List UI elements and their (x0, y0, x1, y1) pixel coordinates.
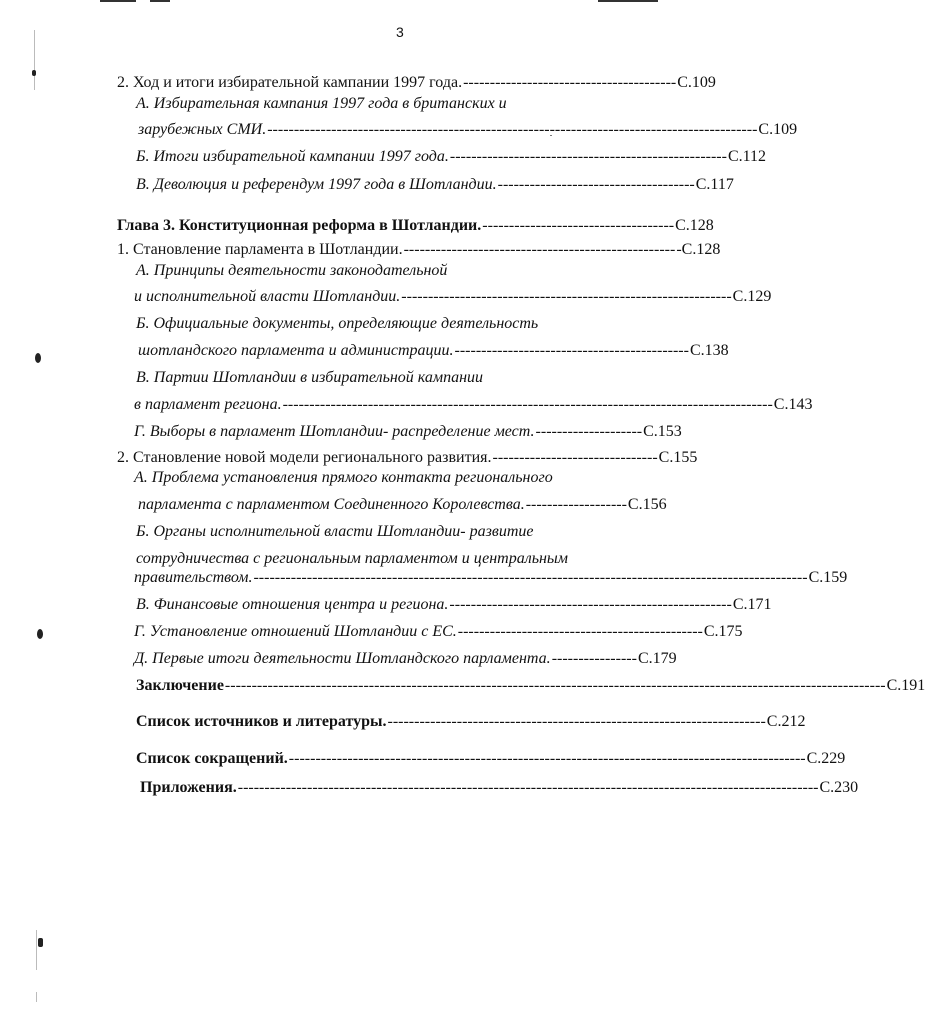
toc-page-ref: С.112 (727, 148, 767, 165)
toc-page-ref: С.229 (806, 750, 846, 767)
toc-entry-text: и исполнительной власти Шотландии. (134, 288, 401, 305)
toc-leader-dots: -------------------------------------------------------------------------------------------- (282, 396, 773, 413)
toc-leader-dots: -------------------- (535, 423, 643, 440)
scan-mark-4 (38, 938, 43, 947)
toc-entry-text: Б. Итоги избирательной кампании 1997 года. (136, 148, 449, 165)
toc-page-ref: С.175 (703, 623, 743, 640)
toc-subsection-a-principles-line2 (134, 288, 772, 306)
toc-entry-text: А. Проблема установления прямого контакта регионального (134, 469, 553, 486)
scan-mark-1 (32, 70, 36, 76)
toc-page-ref: С.117 (695, 176, 734, 193)
toc-subsection-b-results (136, 148, 767, 166)
toc-page-ref: -С.128 (676, 241, 721, 258)
toc-entry-text: 2. Становление новой модели регионального развития. (117, 449, 492, 466)
toc-page-ref: С.159 (808, 569, 848, 586)
toc-entry-text: в парламент региона. (134, 396, 282, 413)
toc-entry-text: В. Деволюция и референдум 1997 года в Шотландии. (136, 176, 497, 193)
toc-entry-text: сотрудничества с региональным парламентом и центральным (136, 550, 568, 567)
toc-leader-dots: ----------------------------------------------------- (449, 596, 732, 613)
toc-appendices (140, 779, 859, 797)
toc-section-1-parliament (117, 241, 721, 259)
toc-entry-text: Список источников и литературы. (136, 713, 387, 730)
toc-subsection-v-devolution (136, 176, 734, 194)
toc-entry-text: А. Принципы деятельности законодательной (136, 262, 448, 279)
toc-leader-dots: ---------------- (551, 650, 637, 667)
toc-entry-text: 1. Становление парламента в Шотландии. (117, 241, 403, 258)
toc-leader-dots: -------------------------------------------------------------------------------------------- (267, 121, 758, 138)
toc-entry-text: Заключение (136, 677, 224, 694)
toc-subsection-b-executive-line3 (134, 569, 848, 587)
toc-subsection-a-contact-line1 (134, 469, 553, 487)
toc-entry-text: шотландского парламента и администрации. (138, 342, 454, 359)
toc-subsection-g-elections (134, 423, 682, 441)
page-number: 3 (396, 24, 404, 40)
scan-margin-line-tiny (36, 992, 37, 1002)
toc-entry-text: Приложения. (140, 779, 237, 796)
toc-subsection-b-documents-line2 (138, 342, 729, 360)
toc-entry-text: А. Избирательная кампания 1997 года в британских и (136, 95, 507, 112)
toc-leader-dots: --------------------------------------------------- (403, 241, 676, 258)
toc-page-ref: С.171 (732, 596, 772, 613)
scan-top-bar-mid (150, 0, 170, 2)
toc-conclusion (136, 677, 925, 695)
toc-page-ref: С.191 (886, 677, 925, 694)
toc-leader-dots: ----------------------------------------------------------------------- (387, 713, 766, 730)
toc-leader-dots: -------------------------------------------------------------------------------------------------------- (253, 569, 808, 586)
toc-entry-text: Г. Установление отношений Шотландии с ЕС. (134, 623, 457, 640)
toc-entry-text: Б. Официальные документы, определяющие деятельность (136, 315, 539, 332)
toc-page-ref: С.109 (758, 121, 798, 138)
scan-mark-3 (37, 629, 43, 639)
toc-page-ref: С.212 (766, 713, 806, 730)
toc-subsection-d-results (134, 650, 677, 668)
toc-page-ref: С.153 (643, 423, 682, 440)
toc-page-ref: С.156 (627, 496, 667, 513)
toc-entry-text: правительством. (134, 569, 253, 586)
toc-subsection-v-parties-line1 (136, 369, 483, 387)
toc-entry-text: парламента с парламентом Соединенного Королевства. (138, 496, 525, 513)
toc-subsection-b-executive-line2 (136, 550, 568, 568)
toc-leader-dots: ---------------------------------------- (463, 74, 677, 91)
toc-entry-text: Д. Первые итоги деятельности Шотландского парламента. (134, 650, 551, 667)
toc-entry-text: Б. Органы исполнительной власти Шотландии- развитие (136, 523, 534, 540)
toc-page-ref: С.128 (675, 217, 714, 234)
toc-leader-dots: -------------------------------------------------------------- (401, 288, 732, 305)
toc-subsection-a-contact-line2 (138, 496, 667, 514)
toc-page-ref: С.129 (732, 288, 772, 305)
toc-page-ref: С.109 (677, 74, 716, 91)
toc-leader-dots: ------------------------------------ (482, 217, 675, 234)
scan-mark-2 (35, 353, 41, 363)
scan-top-bar-left (100, 0, 136, 2)
toc-subsection-b-executive-line1 (136, 523, 533, 541)
toc-leader-dots: ------------------------------------- (497, 176, 695, 193)
toc-subsection-v-parties-line2 (134, 396, 813, 414)
toc-subsection-b-documents-line1 (136, 315, 538, 333)
toc-entry-text: Г. Выборы в парламент Шотландии- распределение мест. (134, 423, 535, 440)
toc-entry-text: 2. Ход и итоги избирательной кампании 1997 года. (117, 74, 463, 91)
toc-page-ref: С.179 (637, 650, 677, 667)
toc-leader-dots: ---------------------------------------------------------------------------------------------------------------------------- (224, 677, 886, 694)
toc-leader-dots: -------------------------------------------- (454, 342, 689, 359)
toc-entry-text: В. Партии Шотландии в избирательной кампании (136, 369, 484, 386)
toc-chapter-3 (117, 217, 714, 235)
toc-leader-dots: ---------------------------------------------------- (449, 148, 727, 165)
toc-page-ref: С.230 (819, 779, 859, 796)
scan-margin-line-top (34, 30, 35, 90)
scan-margin-line-bottom (36, 930, 37, 970)
toc-leader-dots: ------------------------------------------------------------------------------------------------- (288, 750, 806, 767)
toc-subsection-g-eu (134, 623, 743, 641)
toc-entry-text: В. Финансовые отношения центра и региона. (136, 596, 449, 613)
toc-page-ref: С.143 (773, 396, 813, 413)
toc-section-2-campaign (117, 74, 716, 92)
toc-subsection-a-media-line2 (138, 121, 798, 139)
toc-abbreviations (136, 750, 846, 768)
toc-entry-text: Список сокращений. (136, 750, 288, 767)
scan-top-bar-right (598, 0, 658, 2)
toc-page-ref: С.155 (658, 449, 698, 466)
toc-leader-dots: ------------------------------------------------------------------------------------------------------------- (237, 779, 819, 796)
toc-bibliography (136, 713, 806, 731)
toc-leader-dots: ------------------------------- (492, 449, 658, 466)
toc-entry-text: зарубежных СМИ. (138, 121, 267, 138)
toc-entry-text: Глава 3. Конституционная реформа в Шотландии. (117, 217, 482, 234)
toc-subsection-a-media-line1 (136, 95, 507, 113)
toc-subsection-a-principles-line1 (136, 262, 447, 280)
toc-subsection-v-finance (136, 596, 772, 614)
toc-leader-dots: ------------------- (525, 496, 627, 513)
toc-section-2-regional-model (117, 449, 698, 467)
toc-page-ref: С.138 (689, 342, 729, 359)
toc-leader-dots: ---------------------------------------------- (457, 623, 703, 640)
